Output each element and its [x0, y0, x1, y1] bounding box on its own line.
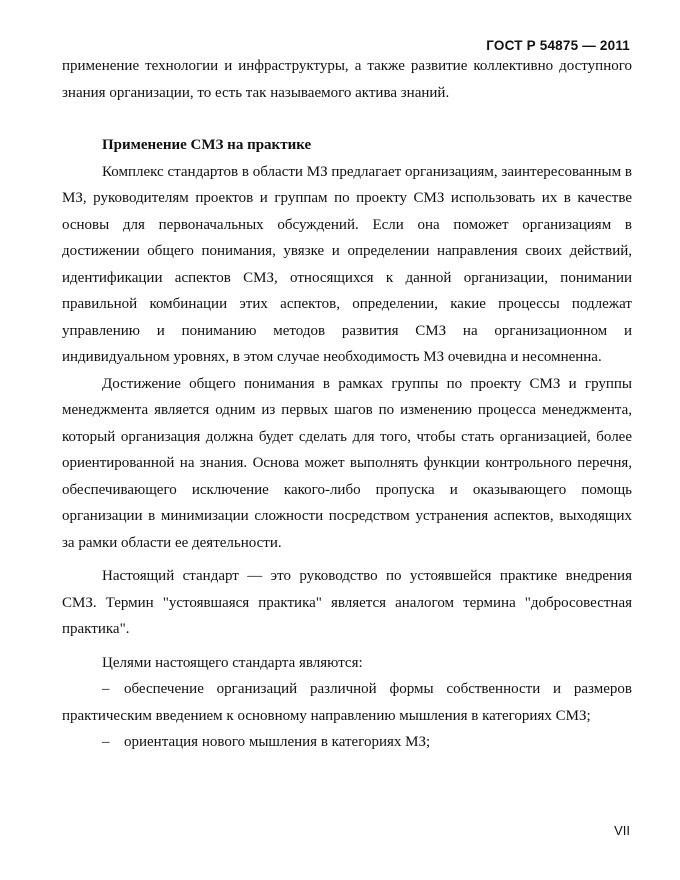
section-heading: Применение СМЗ на практике [102, 137, 312, 153]
list-item-goal-2 [62, 729, 632, 756]
paragraph-spacer [62, 556, 632, 563]
list-item-text: обеспечение организаций различной формы собственности и размеров практическим введением к основному направлению мышления в категориях СМЗ; [62, 681, 632, 724]
document-code-header: ГОСТ Р 54875 — 2011 [486, 38, 630, 53]
list-item-text: ориентация нового мышления в категориях МЗ; [124, 734, 431, 750]
list-dash: – [102, 681, 110, 697]
goals-intro: Целями настоящего стандарта являются: [102, 654, 363, 671]
list-item-goal-1 [62, 676, 632, 729]
document-body [62, 53, 632, 756]
list-dash: – [102, 734, 110, 750]
paragraph-2: Достижение общего понимания в рамках группы по проекту СМЗ и группы менеджмента является одним из первых шагов по изменению процесса менеджмента, который организация должна будет сделать для того, чтобы стать организацией, более ориентированной на знания. Основа может выполнять функции контрольного перечня, обеспечивающего исключение какого-либо пропуска и оказывающего помощь организации в минимизации сложности посредством устранения аспектов, выходящих за рамки области ее деятельности. [62, 375, 632, 551]
paragraph-3: Настоящий стандарт — это руководство по устоявшейся практике внедрения СМЗ. Термин "устоявшаяся практика" является аналогом термина "добросовестная практика". [62, 568, 632, 637]
page-number: VII [614, 823, 630, 838]
paragraph-spacer [62, 643, 632, 650]
paragraph-1: Комплекс стандартов в области МЗ предлагает организациям, заинтересованным в МЗ, руководителям проектов и группам по проекту СМЗ использовать их в качестве основы для первоначальных обсуждений. Если она поможет организациям в достижении общего понимания, увязке и определении направления своих действий, идентификации аспектов СМЗ, относящихся к данной организации, понимании правильной комбинации этих аспектов, определении, какие процессы подлежат управлению и пониманию методов развития СМЗ на организационном и индивидуальном уровнях, в этом случае необходимость МЗ очевидна и несомненна. [62, 163, 632, 365]
section-spacer [62, 106, 632, 132]
intro-continuation-paragraph: применение технологии и инфраструктуры, а также развитие коллективно доступного знания организации, то есть так называемого актива знаний. [62, 58, 632, 101]
